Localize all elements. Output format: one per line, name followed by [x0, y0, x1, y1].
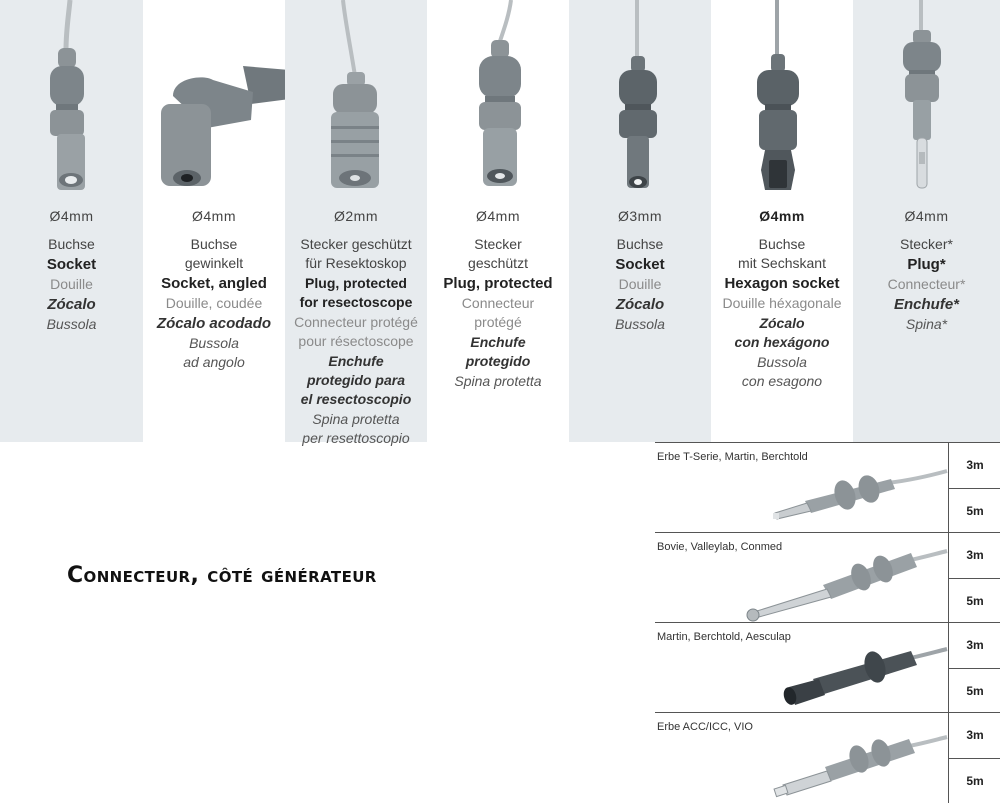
- connector-label-de: [143, 236, 285, 272]
- connector-label-fr: [853, 276, 1000, 293]
- connector-text-6: [711, 208, 853, 390]
- length-option[interactable]: 5m: [949, 758, 1000, 803]
- connector-label-line: Connecteur: [461, 295, 535, 311]
- connector-label-line: Socket: [46, 256, 97, 273]
- connector-label-line: Buchse: [616, 236, 664, 252]
- connector-label-it: [569, 316, 711, 333]
- connector-label-it: [0, 316, 143, 333]
- connector-label-line: Bussola: [189, 335, 239, 351]
- connector-label-de: [853, 236, 1000, 253]
- connector-label-line: protégé: [474, 314, 522, 330]
- connector-label-line: Bussola: [757, 354, 807, 370]
- connector-label-line: pour résectoscope: [298, 333, 414, 349]
- connector-label-line: Buchse: [48, 236, 95, 252]
- connector-label-line: Bussola: [46, 316, 97, 332]
- connector-label-line: Spina*: [905, 316, 948, 332]
- connector-diameter: Ø3mm: [618, 208, 662, 224]
- table-row: [655, 532, 1000, 623]
- resectoscope-plug-icon: [285, 0, 427, 200]
- connector-label-it: [853, 316, 1000, 333]
- vendor-label: Erbe T-Serie, Martin, Berchtold: [657, 451, 808, 463]
- connector-label-line: el resectoscopio: [300, 391, 412, 407]
- connector-column-5: [569, 0, 711, 442]
- connector-label-line: Enchufe*: [893, 296, 959, 313]
- connector-label-line: per resettoscopio: [302, 430, 410, 446]
- vendor-label: Erbe ACC/ICC, VIO: [657, 721, 753, 733]
- connector-label-de: [0, 236, 143, 253]
- connector-label-line: Spina protetta: [312, 411, 400, 427]
- connector-label-de: [427, 236, 569, 272]
- connector-text-7: [853, 208, 1000, 333]
- connector-label-line: für Resektoskop: [305, 255, 407, 271]
- connector-label-es: [0, 296, 143, 313]
- connector-label-line: Douille, coudée: [165, 295, 263, 311]
- connector-label-en: [853, 256, 1000, 273]
- connector-column-6: [711, 0, 853, 442]
- connector-label-fr: [569, 276, 711, 293]
- connector-label-en: [143, 275, 285, 292]
- connector-diameter: Ø2mm: [334, 208, 378, 224]
- connector-label-es: [285, 353, 427, 408]
- connector-text-2: [143, 208, 285, 371]
- connector-label-en: [711, 275, 853, 292]
- connector-label-de: [285, 236, 427, 272]
- hexagon-socket-icon: [711, 0, 853, 200]
- page-heading: Connecteur, côté générateur: [67, 563, 377, 588]
- connector-label-line: for resectoscope: [299, 294, 413, 310]
- connector-label-it: [285, 411, 427, 447]
- connector-text-1: [0, 208, 143, 333]
- connector-label-line: mit Sechskant: [738, 255, 826, 271]
- connector-column-3: [285, 0, 427, 446]
- connector-label-line: Enchufe: [470, 334, 526, 350]
- connector-label-es: [427, 334, 569, 370]
- connector-label-line: Socket: [615, 256, 665, 273]
- vendor-label: Martin, Berchtold, Aesculap: [657, 631, 791, 643]
- connector-column-7: [853, 0, 1000, 442]
- connector-label-line: Connecteur*: [887, 276, 966, 292]
- connector-label-line: Hexagon socket: [724, 275, 840, 292]
- connector-label-line: gewinkelt: [184, 255, 244, 271]
- length-cells: [948, 623, 1000, 713]
- connector-label-line: Socket, angled: [161, 275, 267, 292]
- connector-label-line: con esagono: [741, 373, 823, 389]
- connector-label-es: [853, 296, 1000, 313]
- connector-label-de: [711, 236, 853, 272]
- connector-text-3: [285, 208, 427, 447]
- protected-plug-icon: [427, 0, 569, 200]
- connector-label-line: geschützt: [468, 255, 528, 271]
- connector-label-line: Spina protetta: [454, 373, 542, 389]
- connector-column-1: [0, 0, 143, 442]
- generator-connector-table: [655, 442, 1000, 800]
- connector-label-line: Plug, protected: [443, 275, 553, 292]
- connector-label-line: Zócalo: [47, 296, 96, 313]
- connector-diameter: Ø4mm: [476, 208, 520, 224]
- table-row: [655, 442, 1000, 533]
- connector-label-line: Douille héxagonale: [722, 295, 842, 311]
- straight-socket-icon: [0, 0, 143, 200]
- connector-label-en: [569, 256, 711, 273]
- length-option[interactable]: 5m: [949, 668, 1000, 713]
- connector-diameter: Ø4mm: [192, 208, 236, 224]
- connector-label-en: [0, 256, 143, 273]
- connector-label-line: ad angolo: [183, 354, 245, 370]
- connector-label-es: [569, 296, 711, 313]
- connector-label-es: [711, 315, 853, 351]
- length-option[interactable]: 5m: [949, 578, 1000, 623]
- connector-label-line: protegido para: [306, 372, 405, 388]
- connector-label-fr: [143, 295, 285, 312]
- connector-label-line: Enchufe: [328, 353, 384, 369]
- length-option[interactable]: 3m: [966, 548, 984, 562]
- length-option[interactable]: 3m: [966, 638, 984, 652]
- connector-diameter: Ø4mm: [904, 208, 949, 224]
- connector-label-fr: [0, 276, 143, 293]
- length-option[interactable]: 3m: [966, 728, 984, 742]
- connector-label-line: Stecker geschützt: [300, 236, 412, 252]
- connector-diameter: Ø4mm: [759, 208, 805, 224]
- length-cells: [948, 443, 1000, 533]
- length-cells: [948, 713, 1000, 803]
- vendor-label: Bovie, Valleylab, Conmed: [657, 541, 783, 553]
- connector-label-line: Zócalo: [615, 296, 665, 313]
- table-row: [655, 622, 1000, 713]
- length-cells: [948, 533, 1000, 623]
- connector-label-line: Plug, protected: [305, 275, 407, 291]
- connector-label-line: Buchse: [758, 236, 806, 252]
- connector-column-4: [427, 0, 569, 442]
- connector-label-it: [711, 354, 853, 390]
- connector-text-4: [427, 208, 569, 390]
- connector-label-line: Bussola: [615, 316, 665, 332]
- connector-label-line: Douille: [618, 276, 662, 292]
- connector-label-de: [569, 236, 711, 253]
- connector-label-line: Zócalo acodado: [156, 315, 272, 332]
- connector-label-fr: [427, 295, 569, 331]
- connector-label-line: Buchse: [190, 236, 238, 252]
- thin-socket-icon: [569, 0, 711, 200]
- connector-label-fr: [285, 314, 427, 350]
- connector-label-it: [427, 373, 569, 390]
- connector-diameter: Ø4mm: [49, 208, 94, 224]
- length-option[interactable]: 5m: [949, 488, 1000, 533]
- connector-label-fr: [711, 295, 853, 312]
- connector-label-line: Douille: [50, 276, 93, 292]
- connector-label-line: protegido: [465, 353, 531, 369]
- connector-label-line: Plug*: [907, 256, 946, 273]
- plug-icon: [853, 0, 1000, 200]
- angled-socket-icon: [143, 0, 285, 200]
- connector-label-line: Stecker: [474, 236, 522, 252]
- connector-column-2: [143, 0, 285, 442]
- connector-label-line: Stecker*: [900, 236, 953, 252]
- connector-label-line: Zócalo: [759, 315, 805, 331]
- connector-label-es: [143, 315, 285, 332]
- connector-text-5: [569, 208, 711, 333]
- connector-label-en: [427, 275, 569, 292]
- connector-label-line: con hexágono: [734, 334, 830, 350]
- connector-label-en: [285, 275, 427, 311]
- length-option[interactable]: 3m: [966, 458, 984, 472]
- connector-label-it: [143, 335, 285, 371]
- connector-label-line: Connecteur protégé: [294, 314, 418, 330]
- table-row: [655, 712, 1000, 803]
